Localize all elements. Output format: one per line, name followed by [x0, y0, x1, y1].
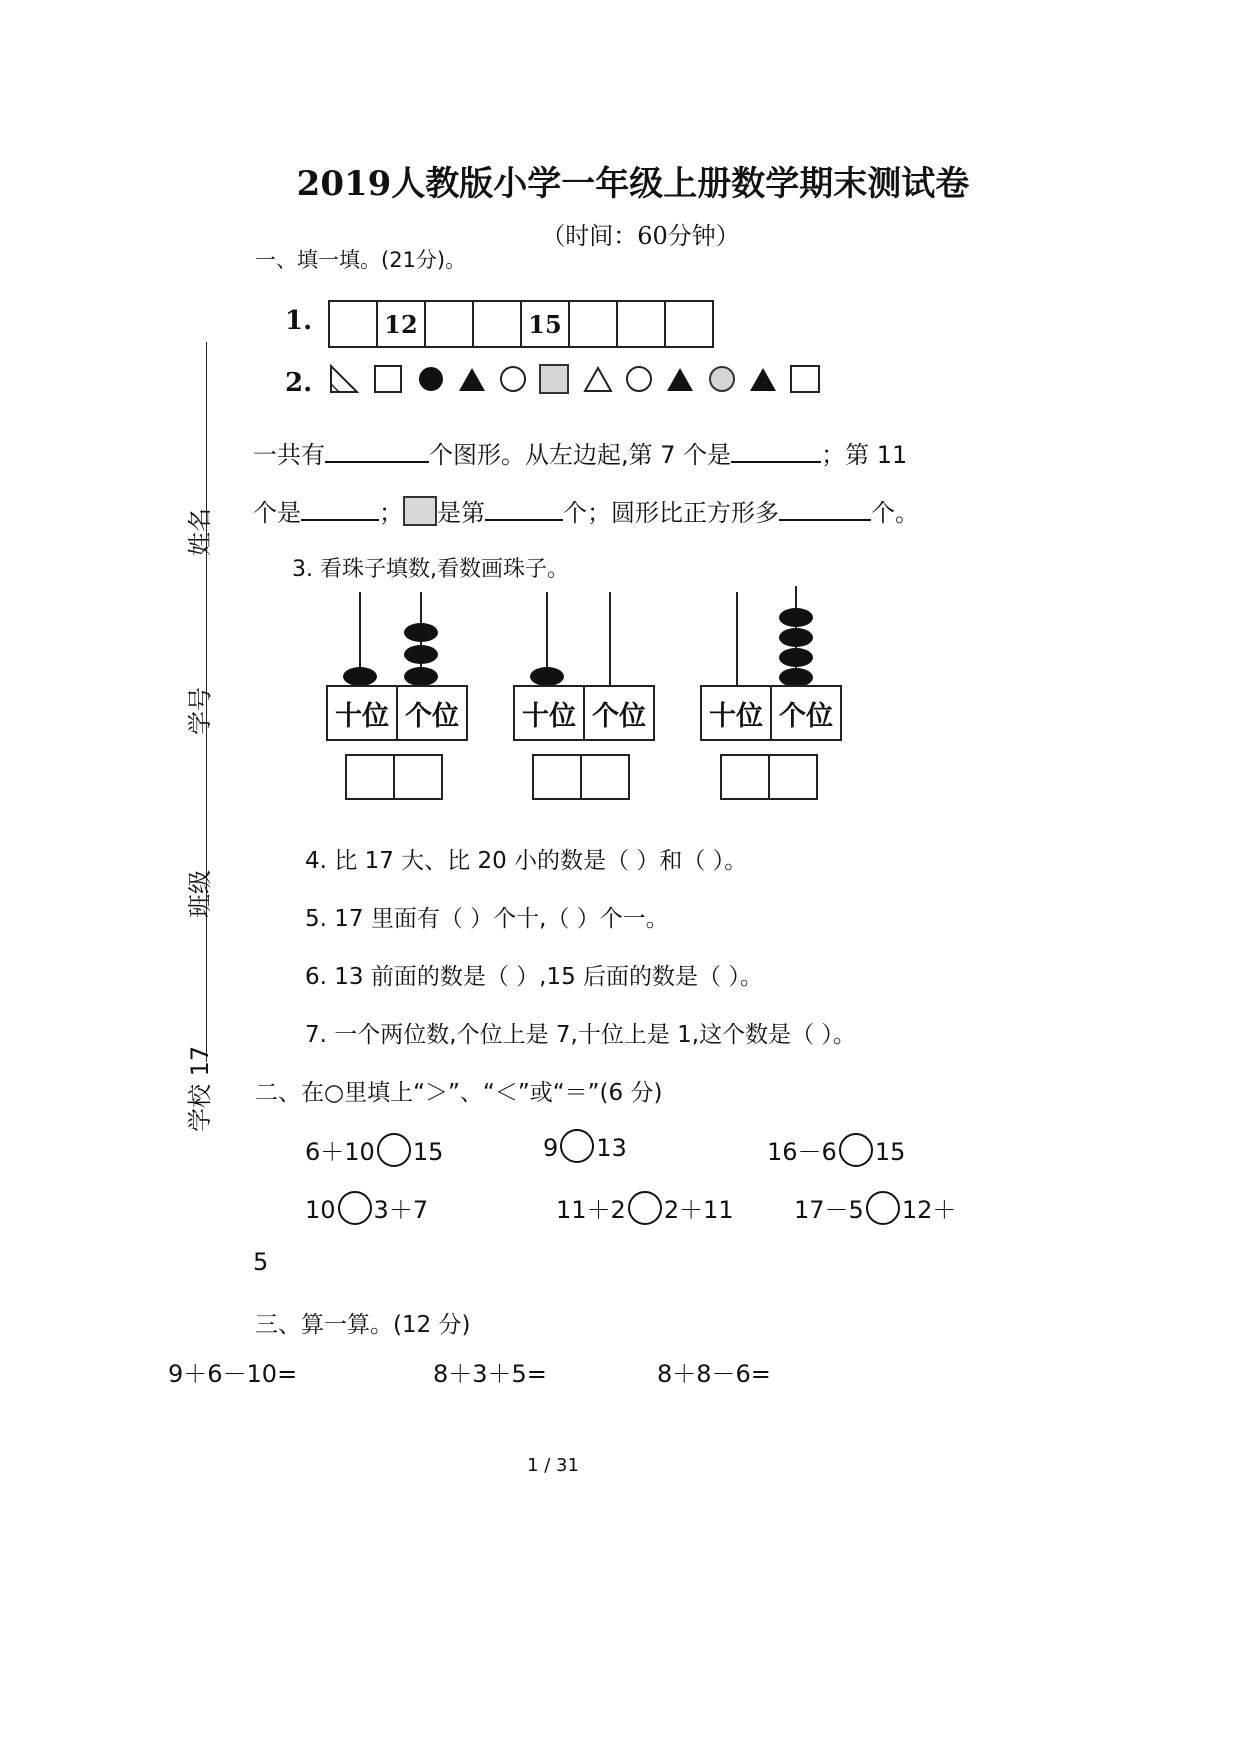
q2-text: 个。 — [871, 499, 919, 527]
page-number: 1 / 31 — [527, 1455, 579, 1476]
compare-right: 12＋ — [901, 1196, 957, 1224]
q1-cell[interactable] — [568, 300, 618, 348]
compare-left: 6＋10 — [305, 1138, 375, 1166]
abacus-bead — [404, 667, 438, 686]
compare-right: 15 — [412, 1138, 444, 1166]
gray-square-icon — [403, 496, 437, 526]
compare-left: 17－5 — [794, 1196, 864, 1224]
q1-cell[interactable] — [664, 300, 714, 348]
q2-text: 一共有 — [253, 441, 325, 469]
sidebar-school-label: 学校 17 — [186, 1045, 214, 1132]
compare-item — [556, 1190, 734, 1228]
q2-text: 个；圆形比正方形多 — [563, 499, 779, 527]
compare-right: 3＋7 — [373, 1196, 429, 1224]
calc-item: 8＋3＋5= — [433, 1360, 547, 1388]
q1-cell[interactable] — [424, 300, 474, 348]
right-triangle-outline-icon — [331, 366, 357, 392]
q3-text: 3. 看珠子填数,看数画珠子。 — [292, 557, 569, 582]
tens-label: 十位 — [513, 685, 585, 741]
q2-text: ； — [379, 499, 403, 527]
q2-line1 — [253, 435, 907, 470]
answer-blank[interactable] — [731, 437, 821, 463]
q2-line2 — [253, 493, 919, 529]
abacus-answer-box[interactable] — [347, 754, 443, 800]
compare-right: 13 — [596, 1134, 627, 1162]
compare-circle[interactable] — [839, 1133, 873, 1167]
abacus-bead — [779, 628, 813, 647]
answer-blank[interactable] — [325, 437, 429, 463]
compare-right: 15 — [874, 1138, 906, 1166]
abacus-bead — [404, 623, 438, 642]
triangle-outline-icon — [585, 368, 611, 391]
square-outline-icon — [375, 366, 401, 392]
q2-text: ；第 11 — [821, 441, 908, 469]
compare-circle[interactable] — [377, 1133, 411, 1167]
q1-cell: 12 — [376, 300, 426, 348]
compare-left: 9 — [543, 1134, 559, 1162]
q2-shape-sequence — [325, 362, 825, 398]
answer-blank[interactable] — [779, 495, 871, 521]
abacus-bead — [404, 645, 438, 664]
page-subtitle: （时间：60分钟） — [541, 222, 740, 250]
triangle-filled-icon — [459, 368, 485, 391]
sidebar-id-label: 学号 — [186, 687, 214, 735]
q1-cell[interactable] — [328, 300, 378, 348]
q6-text: 6. 13 前面的数是（ ）,15 后面的数是（ ）。 — [305, 964, 763, 990]
q2-text: 个图形。从左边起,第 7 个是 — [429, 441, 732, 469]
abacus-bead — [343, 667, 377, 686]
q2-text: 个是 — [253, 499, 301, 527]
abacus-bead — [530, 667, 564, 686]
abacus-bead — [779, 608, 813, 627]
abacus-answer-box[interactable] — [534, 754, 630, 800]
q2-text: 是第 — [437, 499, 485, 527]
circle-gray-icon — [710, 367, 734, 391]
square-outline-icon — [791, 366, 819, 392]
circle-outline-icon — [501, 367, 525, 391]
compare-right: 2＋11 — [663, 1196, 734, 1224]
abacus-answer-box[interactable] — [722, 754, 818, 800]
circle-filled-icon — [419, 367, 443, 391]
section3-heading: 三、算一算。(12 分) — [255, 1312, 471, 1338]
sidebar-name-label: 姓名 — [186, 508, 214, 556]
compare-circle[interactable] — [560, 1129, 594, 1163]
section2-heading: 二、在○里填上“＞”、“＜”或“＝”(6 分) — [255, 1080, 663, 1106]
q1-cell[interactable] — [472, 300, 522, 348]
compare-wrap-text: 5 — [253, 1248, 269, 1276]
compare-item — [543, 1132, 627, 1166]
sidebar-class-label: 班级 — [186, 870, 214, 918]
abacus-rod — [736, 592, 738, 686]
q1-number-sequence — [330, 300, 714, 348]
compare-item — [767, 1132, 905, 1170]
compare-item — [305, 1190, 428, 1228]
ones-label: 个位 — [583, 685, 655, 741]
tens-label: 十位 — [700, 685, 772, 741]
calc-item: 9＋6－10= — [168, 1360, 298, 1388]
q5-text: 5. 17 里面有（ ）个十,（ ）个一。 — [305, 906, 669, 932]
compare-left: 10 — [305, 1196, 336, 1224]
square-gray-icon — [540, 365, 568, 393]
q1-cell[interactable] — [616, 300, 666, 348]
triangle-filled-icon — [750, 368, 776, 391]
circle-outline-icon — [627, 367, 651, 391]
q4-text: 4. 比 17 大、比 20 小的数是（ ）和（ ）。 — [305, 848, 748, 874]
calc-item: 8＋8－6= — [657, 1360, 771, 1388]
compare-circle[interactable] — [338, 1191, 372, 1225]
q2-number: 2. — [285, 368, 313, 398]
abacus-rod — [609, 592, 611, 686]
compare-item — [794, 1190, 956, 1228]
compare-left: 11＋2 — [556, 1196, 626, 1224]
ones-label: 个位 — [770, 685, 842, 741]
page-title: 2019人教版小学一年级上册数学期末测试卷 — [296, 164, 970, 204]
abacus-bead — [779, 648, 813, 667]
q1-number: 1. — [285, 306, 313, 336]
answer-blank[interactable] — [301, 495, 379, 521]
compare-circle[interactable] — [866, 1191, 900, 1225]
compare-left: 16－6 — [767, 1138, 837, 1166]
compare-item — [305, 1132, 443, 1170]
q7-text: 7. 一个两位数,个位上是 7,十位上是 1,这个数是（ ）。 — [305, 1022, 856, 1048]
ones-label: 个位 — [396, 685, 468, 741]
section1-heading: 一、填一填。(21分)。 — [255, 248, 467, 272]
triangle-filled-icon — [667, 368, 693, 391]
tens-label: 十位 — [326, 685, 398, 741]
answer-blank[interactable] — [485, 495, 563, 521]
compare-circle[interactable] — [628, 1191, 662, 1225]
q1-cell: 15 — [520, 300, 570, 348]
